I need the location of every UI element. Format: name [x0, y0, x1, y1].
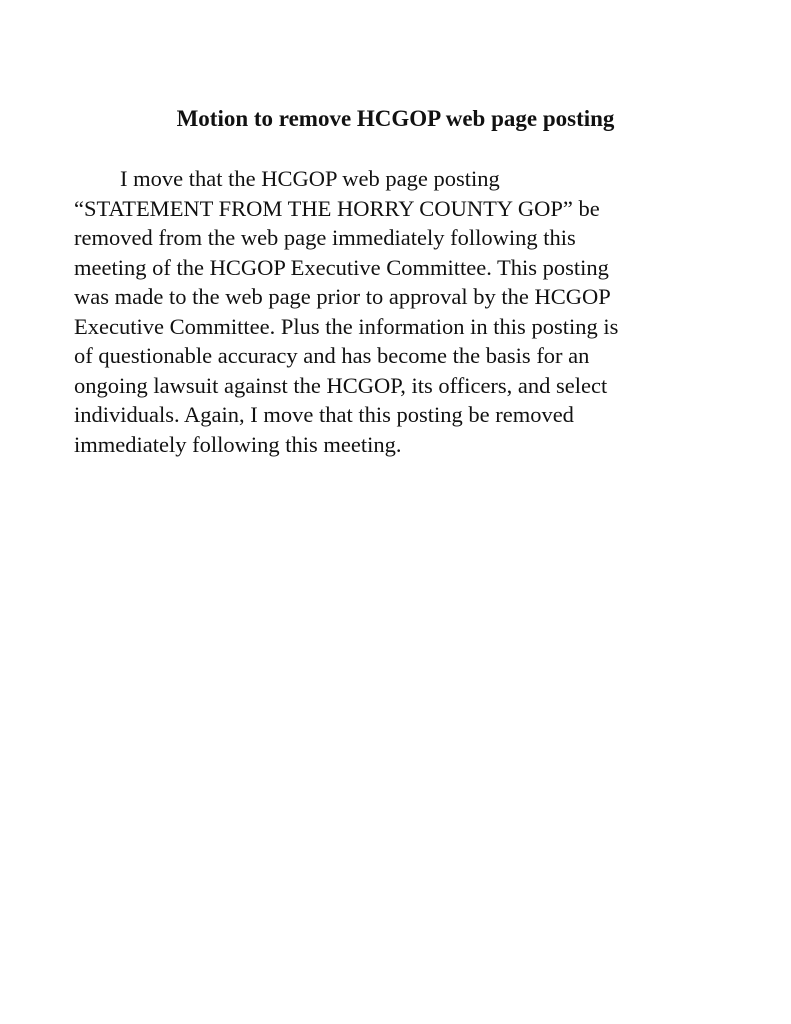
paragraph-line: “STATEMENT FROM THE HORRY COUNTY GOP” be: [74, 195, 600, 221]
paragraph-line: ongoing lawsuit against the HCGOP, its officers, and select: [74, 372, 608, 398]
paragraph-line: immediately following this meeting.: [74, 431, 402, 457]
paragraph-line: individuals. Again, I move that this posting be removed: [74, 402, 574, 427]
paragraph-line: removed from the web page immediately following this: [74, 225, 576, 250]
document-title: Motion to remove HCGOP web page posting: [176, 106, 615, 131]
paragraph-line: I move that the HCGOP web page posting: [120, 166, 500, 191]
paragraph-line: Executive Committee. Plus the information in this posting is: [74, 313, 619, 339]
paragraph-line: was made to the web page prior to approval by the HCGOP: [74, 284, 611, 309]
paragraph-line: of questionable accuracy and has become the basis for an: [74, 343, 590, 368]
paragraph-line: meeting of the HCGOP Executive Committee. This posting: [74, 254, 609, 280]
motion-paragraph: [74, 164, 734, 459]
